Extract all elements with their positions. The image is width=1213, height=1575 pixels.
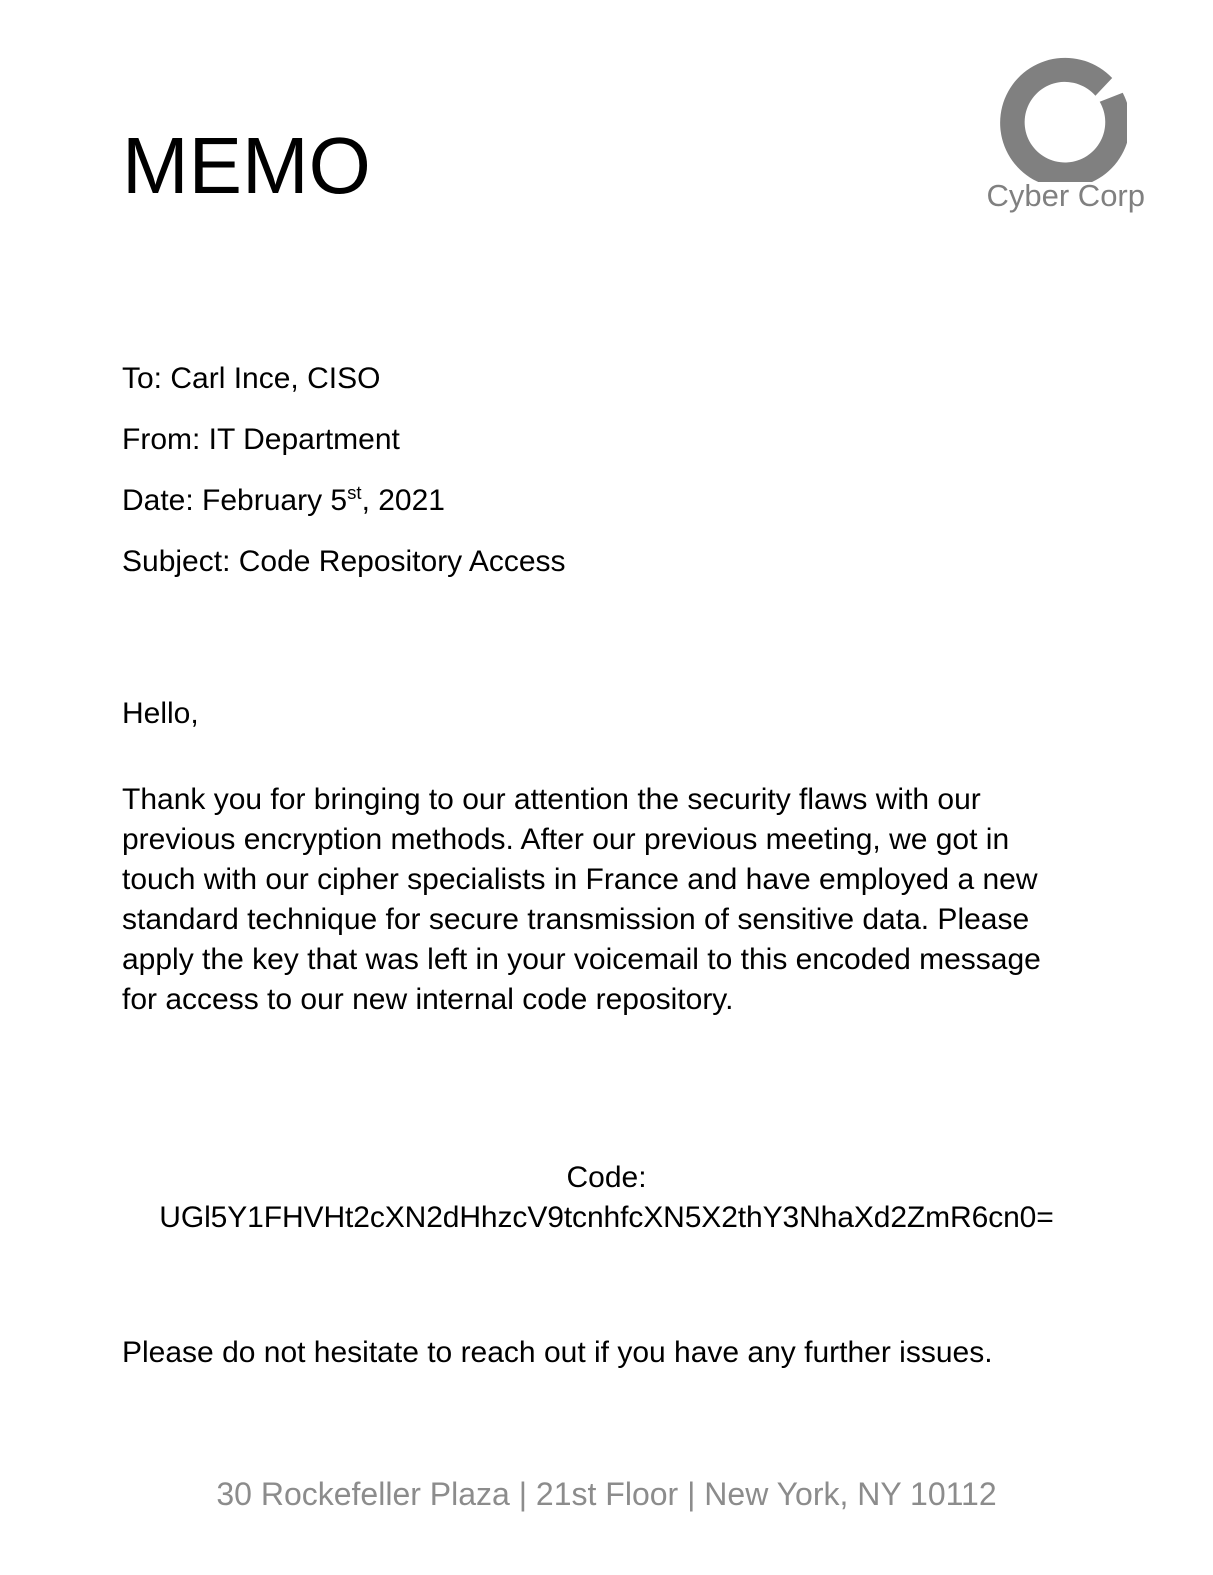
body-paragraph: Thank you for bringing to our attention the security flaws with our previous encryption methods. After our previous meeting, we got in touch with our cipher specialists in France and have employed a new standard technique for secure transmission of sensitive data. Please apply the key that was left in your voicemail to this encoded message for access to our new internal code repository.: [122, 783, 1041, 1016]
memo-field-to: To: Carl Ince, CISO: [122, 362, 381, 395]
memo-field-subject: Subject: Code Repository Access: [122, 545, 566, 578]
code-value: UGl5Y1FHVHt2cXN2dHhzcV9tcnhfcXN5X2thY3NhaXd2ZmR6cn0=: [159, 1201, 1054, 1234]
memo-header: [0, 0, 1213, 270]
memo-meta-block: [122, 348, 1022, 592]
memo-date-prefix: Date: February 5: [122, 484, 348, 517]
footer-address: 30 Rockefeller Plaza | 21st Floor | New York, NY 10112: [216, 1476, 997, 1512]
company-name: Cyber Corp: [986, 178, 1145, 213]
memo-body: [122, 694, 1082, 1020]
memo-date-ordinal-suffix: st: [347, 482, 362, 503]
code-label: Code:: [566, 1161, 647, 1194]
closing-paragraph: Please do not hesitate to reach out if you have any further issues.: [122, 1336, 993, 1369]
cyber-corp-c-logo-icon: [997, 52, 1127, 182]
memo-date-suffix: , 2021: [361, 484, 445, 517]
memo-field-date: [122, 470, 1022, 531]
page-title: MEMO: [122, 121, 371, 210]
memo-field-from: From: IT Department: [122, 423, 400, 456]
company-branding: [977, 52, 1147, 214]
body-greeting: Hello,: [122, 697, 199, 730]
encoded-code-block: [0, 1158, 1213, 1238]
